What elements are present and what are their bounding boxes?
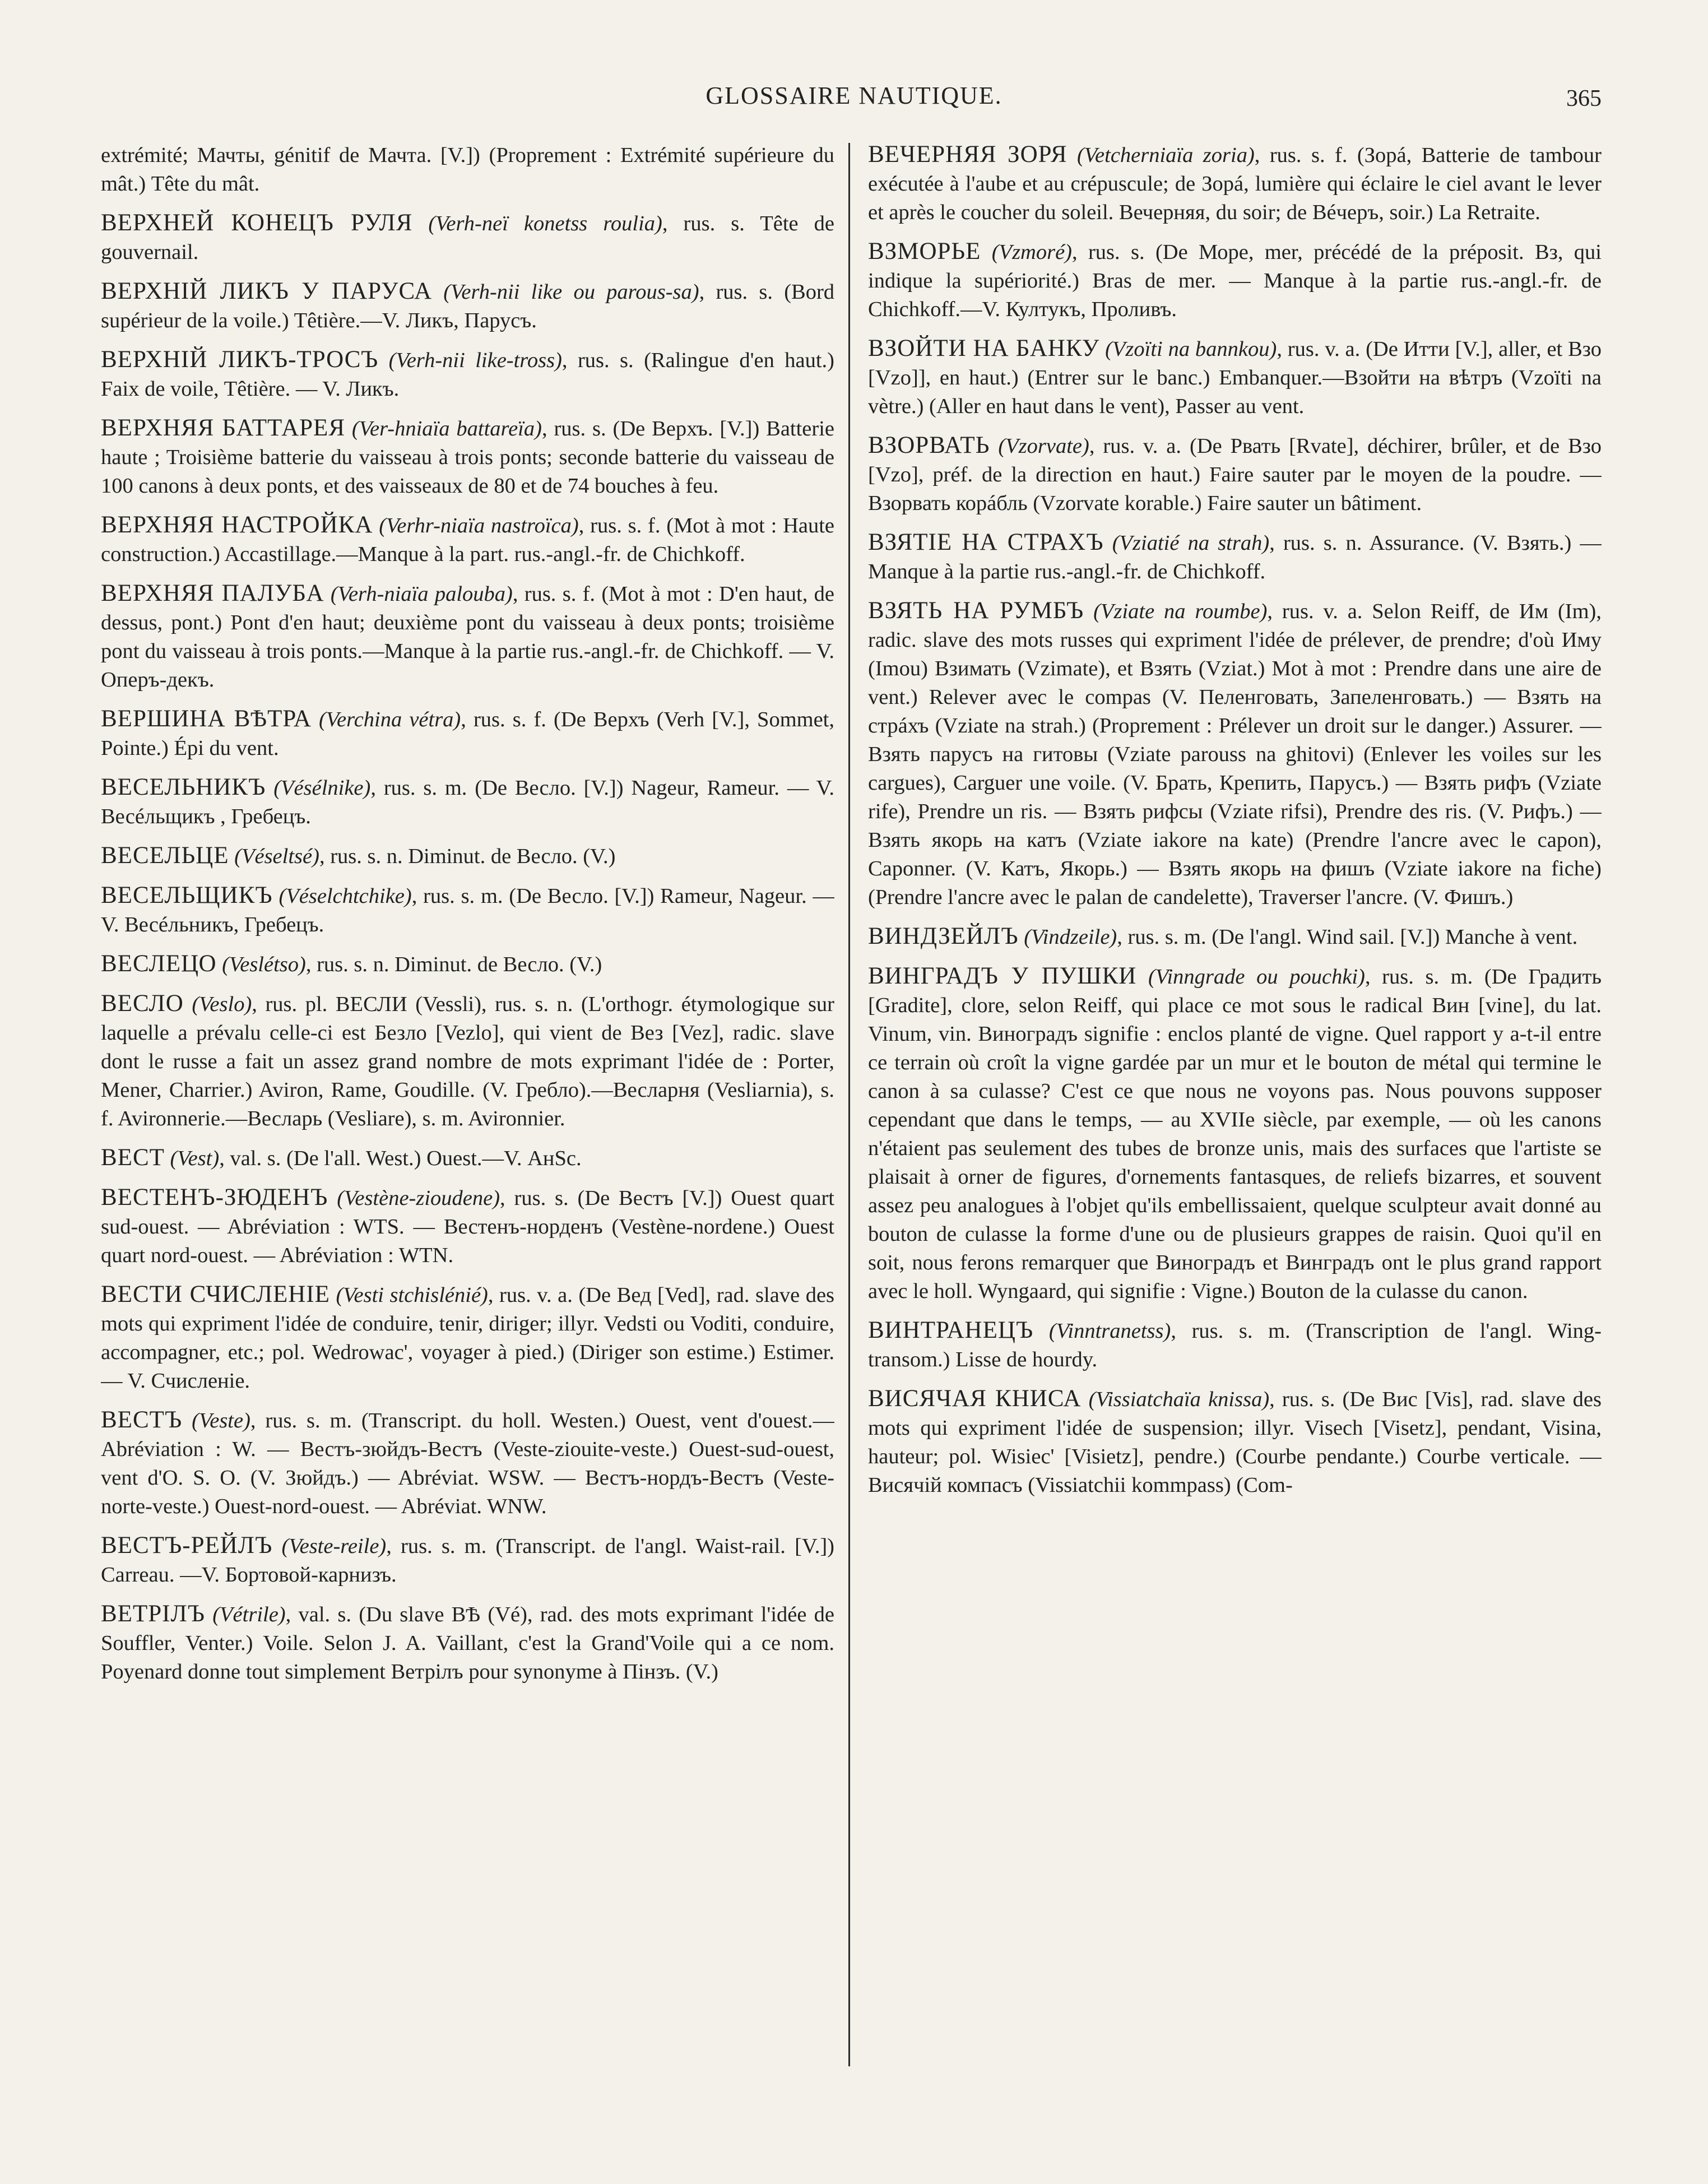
glossary-entry: [868, 431, 1602, 518]
glossary-entry: [101, 881, 834, 939]
entry-headword: ВЕСЕЛЬЦЕ: [101, 842, 229, 869]
entry-transliteration: (Verh-niaïa paloubа): [330, 582, 513, 606]
entry-headword: ВЕСТЕНЪ-ЗЮДЕНЪ: [101, 1184, 328, 1211]
entry-definition: , rus. s. m. (Transcript. de l'angl. Waist-rail. [V.]) Carreau. —V. Бортовой-карнизъ.: [101, 1534, 834, 1587]
glossary-entry: [101, 841, 834, 871]
entry-transliteration: (Vziatié na strah): [1112, 531, 1270, 555]
entry-headword: ВИСЯЧАЯ КНИСА: [868, 1385, 1082, 1412]
entry-definition: , rus. s. f. (Зорá, Batterie de tambour exécutée à l'aube et au crépuscule; de Зорá, lumière qui éclaire le ciel avant le lever et après le coucher du soleil. Вечерняя, du soir; de Вéчеръ, soir.) La Retraite.: [868, 143, 1602, 224]
glossary-entry: [101, 949, 834, 979]
entry-transliteration: (Veslo): [192, 993, 252, 1016]
right-column: [868, 140, 1602, 2072]
entry-transliteration: (Vétrile): [212, 1603, 286, 1626]
entry-definition: , rus. s. f. (De Верхъ (Verh [V.], Sommet, Pointe.) Épi du vent.: [101, 708, 834, 760]
entry-headword: ВЕРХНІЙ ЛИКЪ У ПАРУСА: [101, 278, 433, 304]
glossary-entry: [101, 1183, 834, 1270]
entry-transliteration: (Véseltsé): [234, 845, 319, 868]
glossary-entry: [868, 922, 1602, 952]
entry-definition: , rus. s. n. Diminut. de Весло. (V.): [305, 953, 602, 976]
entry-definition: , rus. s. m. (De Весло. [V.]) Nageur, Rameur. — V. Весéльщикъ , Гребецъ.: [101, 776, 834, 828]
entry-definition: , rus. s. (Ralingue d'en haut.) Faix de voile, Têtière. — V. Ликъ.: [101, 349, 834, 401]
entry-headword: ВЕТРІЛЪ: [101, 1601, 205, 1627]
entry-definition: , rus. s. (De Море, mer, précédé de la préposit. Вз, qui indique la supériorité.) Bras de mer. — Manque à la partie rus.-angl.-fr. de Chichkoff.—V. Култукъ, Проливъ.: [868, 240, 1602, 321]
entry-definition: , rus. s. n. Diminut. de Весло. (V.): [319, 845, 616, 868]
entry-transliteration: (Vzorvate): [998, 434, 1089, 458]
glossary-entry: [101, 1143, 834, 1173]
entry-definition: , rus. s. m. (Transcription de l'angl. Wing-transom.) Lisse de hourdy.: [868, 1319, 1602, 1371]
entry-transliteration: (Vetcherniaïa zoria): [1076, 143, 1255, 167]
entry-headword: ВЗЯТЬ НА РУМБЪ: [868, 597, 1084, 624]
entry-headword: ВЕСТИ СЧИСЛЕНІЕ: [101, 1281, 330, 1307]
entry-headword: ВИНДЗЕЙЛЪ: [868, 923, 1019, 949]
entry-definition: , rus. s. (De Верхъ. [V.]) Batterie haute ; Troisième batterie du vaisseau à trois ponts; seconde batterie du vaisseau de 100 canons à deux ponts, et des vaisseaux de 80 et de 74 bouches à feu.: [101, 417, 834, 498]
glossary-entry: [868, 237, 1602, 324]
entry-headword: ВЗОРВАТЬ: [868, 432, 990, 458]
glossary-entry: [101, 511, 834, 569]
entry-headword: ВЕСТЪ: [101, 1407, 183, 1433]
entry-transliteration: (Vésélnike): [273, 776, 371, 800]
glossary-entry: [101, 277, 834, 335]
glossary-entry: [101, 345, 834, 404]
entry-headword: ВЕСЛЕЦО: [101, 950, 217, 977]
glossary-entry: [101, 1280, 834, 1395]
entry-transliteration: (Verh-neï konetss roulia): [428, 212, 662, 235]
entry-headword: ВЕСТ: [101, 1144, 165, 1171]
entry-transliteration: (Ver-hniaïa battareïa): [351, 417, 542, 440]
glossary-entry: [868, 334, 1602, 421]
entry-definition: , rus. v. a. (De Рвать [Rvate], déchirer, brûler, et de Взо [Vzo], préf. de la direction en haut.) Faire sauter par le moyen de la poudre. — Взорвать корáбль (Vzorvate korable.) Faire sauter un bâtiment.: [868, 434, 1602, 515]
entry-headword: ВЕСЕЛЬНИКЪ: [101, 774, 266, 800]
entry-definition: , rus. s. (Bord supérieur de la voile.) Têtière.—V. Ликъ, Парусъ.: [101, 280, 834, 332]
glossary-entry: [868, 528, 1602, 586]
entry-headword: ВЕРХНЯЯ ПАЛУБА: [101, 580, 324, 606]
glossary-entry: [101, 1406, 834, 1521]
entry-headword: ВИНТРАНЕЦЪ: [868, 1317, 1034, 1343]
entry-transliteration: (Veste): [192, 1409, 250, 1432]
entry-headword: ВЗМОРЬЕ: [868, 238, 981, 265]
glossary-body: [101, 140, 1602, 2072]
page-header: [106, 73, 1602, 123]
glossary-entry: [868, 596, 1602, 912]
entry-definition: , rus. s. f. (Mot à mot : D'en haut, de dessus, pont.) Pont d'en haut; deuxième pont du vaisseau à deux ponts; troisième pont du vaisseau à trois ponts.—Manque à la partie rus.-angl.-fr. de Chichkoff. — V. Оперъ-декъ.: [101, 582, 834, 692]
entry-definition: , rus. s. Tête de gouvernail.: [101, 212, 834, 264]
glossary-entry: [101, 140, 834, 198]
entry-definition: , rus. v. a. Selon Reiff, de Им (Im), radic. slave des mots russes qui expriment l'idée de prélever, de prendre; d'où Иму (Imou) Взимать (Vzimate), et Взять (Vziat.) Mot à mot : Prendre dans une aire de vent.) Relever avec le compas (V. Пеленговать, Запеленговать.) — Взять на стрáхъ (Vziate na strah.) (Proprement : Prélever un droit sur le danger.) Assurer. — Взять парусъ на гитовы (Vziate parouss na ghitovi) (Enlever les voiles sur les cargues), Carguer une voile. (V. Брать, Крепить, Парусъ.) — Взять рифъ (Vziate rife), Prendre un ris. — Взять рифсы (Vziate rifsi), Prendre des ris. (V. Рифъ.) — Взять якорь на катъ (Vziate iakore na kate) (Prendre l'ancre avec le capon), Caponner. (V. Катъ, Якорь.) — Взять якорь на фишъ (Vziate iakore na fiche) (Prendre l'ancre avec le palan de candelette), Traverser l'ancre. (V. Фишъ.): [868, 600, 1602, 909]
entry-definition: , val. s. (De l'all. West.) Ouest.—V. АнЅс.: [219, 1147, 582, 1170]
entry-definition: , rus. s. m. (De Градить [Gradite], clore, selon Reiff, qui place ce mot sous le radical Вин [vine], du lat. Vinum, vin. Виноградъ signifie : enclos planté de vigne. Quel rapport y a-t-il entre ce terrain où croît la vigne gardée par un mur et le bouton de métal qui termine le canon à sa culasse? C'est ce que nous ne voyons pas. Nous pouvons supposer cependant que dans le temps, — au XVIIe siècle, par exemple, — où les canons n'étaient pas seulement des tubes de bronze unis, mais des surfaces que l'artiste se plaisait à orner de figures, d'ornements fantasques, de reliefs bizarres, et souvent assez peu analogues à l'objet qu'ils embellissaient, quelque sculpteur avait donné au bouton de culasse la forme d'une ou de plusieurs grappes de raisin. Quoi qu'il en soit, nous ferons remarquer que Виноградъ et Винградъ ont le plus grand rapport avec le holl. Wyngaard, qui signifie : Vigne.) Bouton de la culasse du canon.: [868, 965, 1602, 1303]
running-title: GLOSSAIRE NAUTIQUE.: [706, 82, 1002, 109]
entry-transliteration: (Verh-nii like ou parous-sa): [443, 280, 699, 304]
entry-transliteration: (Vinntranetss): [1048, 1319, 1171, 1343]
glossary-entry: [868, 1384, 1602, 1500]
entry-headword: ВЕРХНІЙ ЛИКЪ-ТРОСЪ: [101, 346, 379, 373]
entry-headword: ВЕСЕЛЬЩИКЪ: [101, 882, 273, 908]
entry-transliteration: (Véselchtchike): [279, 884, 412, 908]
glossary-entry: [101, 1599, 834, 1686]
entry-transliteration: (Vziate na roumbe): [1093, 600, 1268, 623]
entry-definition: , rus. v. a. (De Итти [V.], aller, et Взо [Vzo]], en haut.) (Entrer sur le banc.) Embanquer.—Взойти на вѣтръ (Vzoïti na vètre.) (Aller en haut dans le vent), Passer au vent.: [868, 337, 1602, 418]
glossary-entry: [868, 962, 1602, 1306]
entry-transliteration: (Verh-nii like-tross): [388, 349, 562, 372]
entry-headword: ВЕСТЪ-РЕЙЛЪ: [101, 1532, 273, 1559]
entry-transliteration: (Verchina vétra): [318, 708, 461, 731]
entry-transliteration: (Vzmoré): [991, 240, 1073, 264]
glossary-entry: [101, 773, 834, 831]
entry-headword: ВЕРХНЕЙ КОНЕЦЪ РУЛЯ: [101, 210, 413, 236]
entry-transliteration: (Vindzeile): [1024, 925, 1117, 949]
entry-headword: ВИНГРАДЪ У ПУШКИ: [868, 963, 1137, 989]
entry-definition: , rus. s. m. (De Весло. [V.]) Rameur, Nageur. — V. Весéльникъ, Гребецъ.: [101, 884, 834, 936]
entry-definition: , rus. s. (De Вис [Vis], rad. slave des mots qui expriment l'idée de suspension; illyr. Visech [Visetz], pendant, Visina, hauteur; pol. Wisiec' [Visietz], pendre.) (Courbe pendante.) Courbe verticale. — Висячій компасъ (Vissiatchii kommpass) (Com-: [868, 1388, 1602, 1497]
entry-headword: ВЕСЛО: [101, 990, 184, 1017]
left-column: [101, 140, 834, 2072]
entry-definition: , val. s. (Du slave ВѢ (Vé), rad. des mots exprimant l'idée de Souffler, Venter.) Voile. Selon J. A. Vaillant, c'est la Grand'Voile qui a ce nom. Poyenard donne tout simplement Ветрілъ pour synonyme à Пінзъ. (V.): [101, 1603, 834, 1684]
entry-definition: , rus. v. a. (De Вед [Ved], rad. slave des mots qui expriment l'idée de conduire, tenir, diriger; illyr. Vedsti ou Voditi, conduire, accompagner, etc.; pol. Wedrowac', voyager à pied.) (Diriger son estime.) Estimer. — V. Счисленіе.: [101, 1283, 834, 1393]
glossary-entry: [101, 704, 834, 763]
entry-transliteration: (Vissiatchaïa knissa): [1088, 1388, 1270, 1411]
glossary-entry: [101, 989, 834, 1133]
entry-transliteration: (Vinngrade ou pouchki): [1148, 965, 1365, 989]
entry-headword: ВЕРШИНА ВѢТРА: [101, 706, 312, 732]
page-number: 365: [1566, 86, 1602, 112]
entry-definition: extrémité; Мачты, génitif de Мачта. [V.]) (Proprement : Extrémité supérieure du mât.) Tête du mât.: [101, 143, 834, 196]
entry-definition: , rus. s. m. (Transcript. du holl. Westen.) Ouest, vent d'ouest.—Abréviation : W. — Вестъ-зюйдъ-Вестъ (Veste-ziouite-veste.) Ouest-sud-ouest, vent d'O. S. O. (V. Зюйдъ.) — Abréviat. WSW. — Вестъ-нордъ-Вестъ (Veste-norte-veste.) Ouest-nord-ouest. — Abréviat. WNW.: [101, 1409, 834, 1518]
glossary-entry: [868, 140, 1602, 227]
glossary-entry: [101, 579, 834, 694]
glossary-entry: [868, 1316, 1602, 1374]
entry-headword: ВЕЧЕРНЯЯ ЗОРЯ: [868, 141, 1068, 168]
entry-definition: , rus. s. f. (Mot à mot : Haute construction.) Accastillage.—Manque à la part. rus.-angl.-fr. de Chichkoff.: [101, 514, 834, 566]
entry-definition: , rus. pl. ВЕСЛИ (Vessli), rus. s. n. (L'orthogr. étymologique sur laquelle a prévalu celle-ci est Безло [Vezlo], qui vient de Вез [Vez], radic. slave dont le russe a fait un assez grand nombre de mots exprimant l'idée de : Porter, Mener, Charrier.) Aviron, Rame, Goudille. (V. Гребло).—Весларня (Vesliarnia), s. f. Avironnerie.—Весларь (Vesliare), s. m. Avironnier.: [101, 993, 834, 1130]
entry-definition: , rus. s. (De Вестъ [V.]) Ouest quart sud-ouest. — Abréviation : WTS. — Вестенъ-норденъ (Vestène-nordene.) Ouest quart nord-ouest. — Abréviation : WTN.: [101, 1186, 834, 1267]
entry-transliteration: (Vzoïti na bannkou): [1105, 337, 1277, 361]
entry-headword: ВЗЯТІЕ НА СТРАХЪ: [868, 529, 1104, 555]
entry-transliteration: (Vest): [170, 1147, 220, 1170]
glossary-entry: [101, 1531, 834, 1589]
glossary-entry: [101, 414, 834, 500]
entry-definition: , rus. s. m. (De l'angl. Wind sail. [V.]) Manche à vent.: [1117, 925, 1578, 949]
entry-transliteration: (Veste-reile): [281, 1534, 387, 1558]
entry-headword: ВЕРХНЯЯ БАТТАРЕЯ: [101, 415, 346, 441]
entry-headword: ВЗОЙТИ НА БАНКУ: [868, 335, 1100, 361]
entry-definition: , rus. s. n. Assurance. (V. Взять.) — Manque à la partie rus.-angl.-fr. de Chichkoff.: [868, 531, 1602, 583]
entry-transliteration: (Verhr-niaïa nastroïca): [379, 514, 579, 537]
entry-transliteration: (Vestène-zioudene): [337, 1186, 500, 1210]
entry-transliteration: (Vesti stchislénié): [336, 1283, 488, 1307]
entry-headword: ВЕРХНЯЯ НАСТРОЙКА: [101, 512, 373, 538]
entry-transliteration: (Veslétso): [222, 953, 306, 976]
glossary-entry: [101, 208, 834, 267]
